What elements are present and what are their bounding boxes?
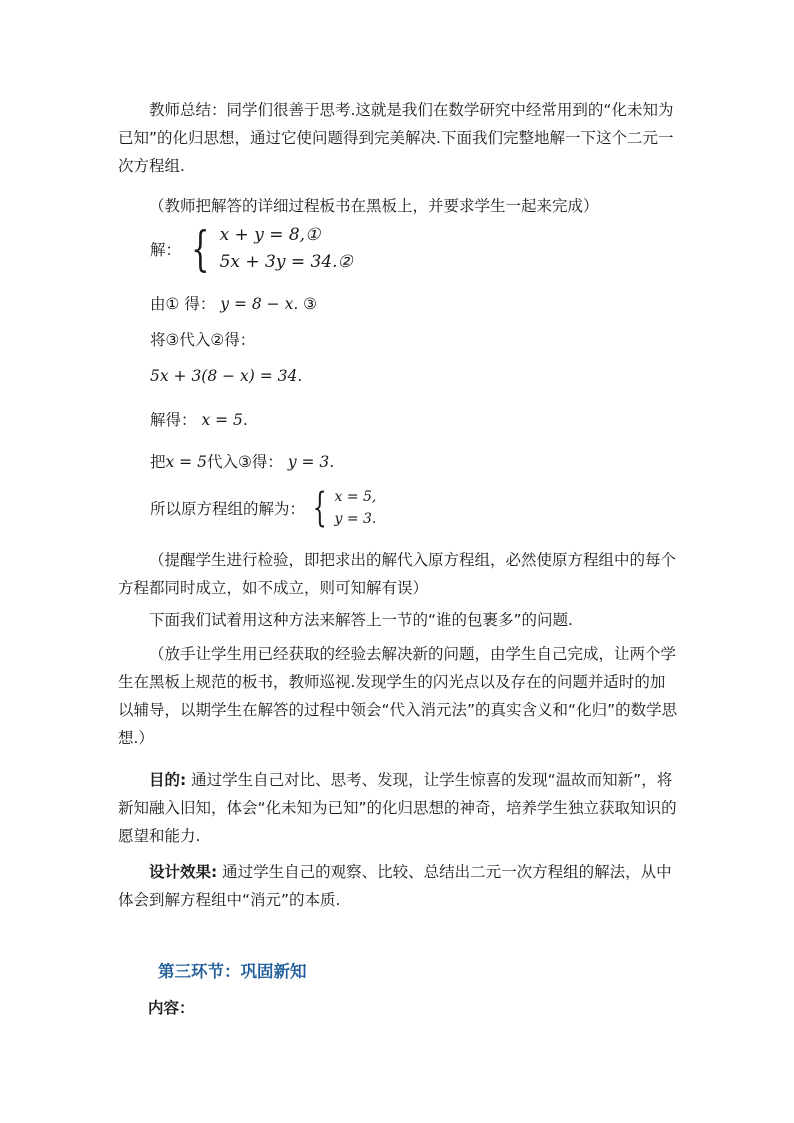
purpose-label: 目的: — [149, 771, 187, 789]
step-2: 将③代入②得： — [150, 331, 256, 349]
final-prefix: 所以原方程组的解为： — [150, 500, 306, 518]
step-5-math-1: x = 5 — [165, 453, 207, 471]
equation-1: x + y = 8,① — [219, 225, 321, 245]
purpose-text: 通过学生自己对比、思考、发现，让学生惊喜的发现“温故而知新”，将新知融入旧知，体会“化未知为已知”的化归思想的神奇，培养学生独立获取知识的愿望和能力. — [118, 771, 677, 845]
blackboard-note: （教师把解答的详细过程板书在黑板上，并要求学生一起来完成） — [149, 197, 599, 215]
final-equation-2: y = 3. — [334, 511, 377, 527]
solution-label: 解： — [150, 241, 182, 259]
step-4-math: x = 5 — [201, 411, 243, 429]
step-5-b: 代入③得： — [206, 453, 283, 471]
step-1-prefix: 由① 得： — [150, 295, 216, 313]
step-5 — [150, 448, 710, 476]
final-brace: { — [312, 485, 327, 531]
equation-2: 5x + 3y = 34.② — [219, 252, 353, 272]
teacher-summary-paragraph: 教师总结：同学们很善于思考.这就是我们在数学研究中经常用到的“化未知为已知”的化归思想，通过它使问题得到完美解决.下面我们完整地解一下这个二元一次方程组. — [118, 101, 674, 175]
step-4-prefix: 解得： — [150, 411, 197, 429]
apply-method: 下面我们试着用这种方法来解答上一节的“谁的包裹多”的问题. — [149, 611, 573, 629]
content-label: 内容： — [148, 999, 195, 1017]
final-solution — [150, 486, 376, 530]
step-4 — [150, 406, 710, 434]
section-heading: 第三环节：巩固新知 — [158, 962, 307, 981]
final-equation-1: x = 5, — [334, 489, 377, 505]
left-brace: { — [191, 221, 210, 277]
design-effect-label: 设计效果: — [149, 863, 218, 881]
step-1-suffix: . ③ — [293, 295, 318, 313]
step-5-a: 把 — [150, 453, 166, 471]
step-4-suffix: . — [242, 411, 248, 429]
step-5-math-2: y = 3 — [287, 453, 330, 471]
check-reminder: （提醒学生进行检验，即把求出的解代入原方程组，必然使原方程组中的每个方程都同时成立，如不成立，则可知解有误） — [118, 551, 677, 597]
step-1 — [150, 290, 710, 318]
design-effect-text: 通过学生自己的观察、比较、总结出二元一次方程组的解法，从中体会到解方程组中“消元”的本质. — [118, 863, 672, 909]
step-3-suffix: . — [297, 367, 303, 385]
step-3 — [150, 362, 710, 390]
step-1-math: y = 8 − x — [220, 295, 294, 313]
step-5-suffix: . — [329, 453, 335, 471]
purpose-paragraph — [118, 766, 678, 850]
student-activity: （放手让学生用已经获取的经验去解决新的问题，由学生自己完成，让两个学生在黑板上规范的板书，教师巡视.发现学生的闪光点以及存在的问题并适时的加以辅导，以期学生在解答的过程中领会“代入消元法”的真实含义和“化归”的数学思想.） — [118, 645, 678, 747]
equation-system — [150, 222, 353, 276]
step-3-math: 5x + 3(8 − x) = 34 — [150, 367, 298, 385]
design-effect-paragraph — [118, 858, 678, 914]
